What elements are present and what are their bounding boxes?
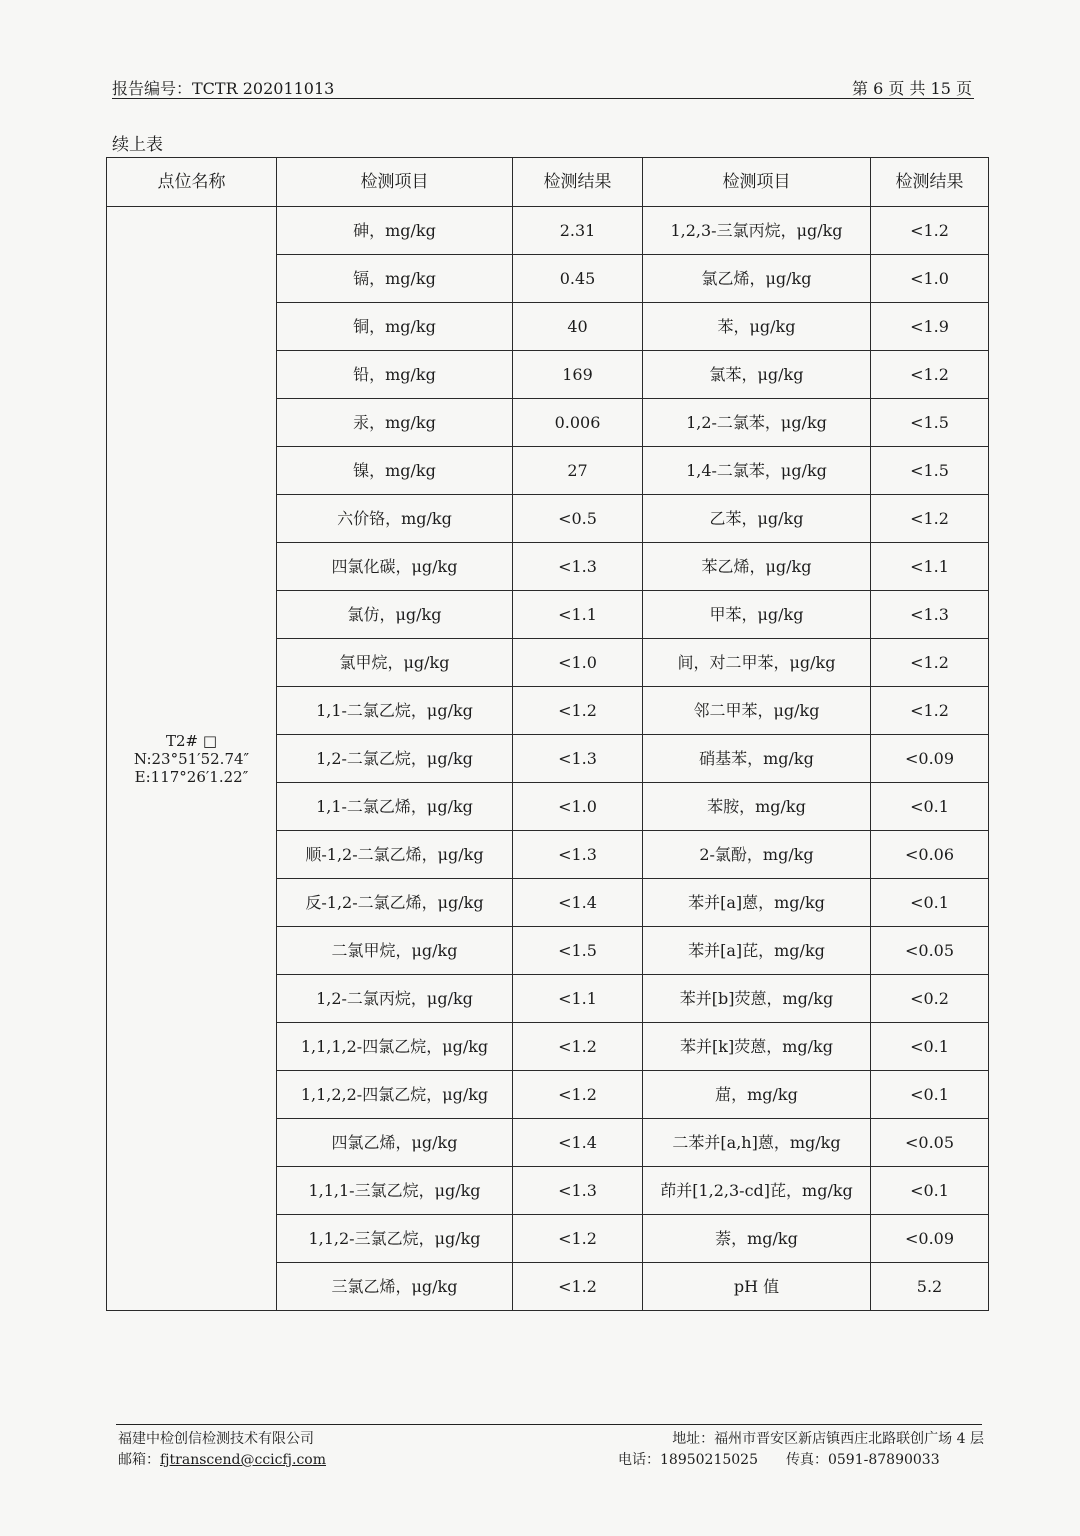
- result-cell: <1.1: [871, 543, 989, 591]
- test-item-cell: 1,2-二氯乙烷，μg/kg: [277, 735, 513, 783]
- test-item-cell: 氯苯，μg/kg: [643, 351, 871, 399]
- result-cell: <1.3: [513, 543, 643, 591]
- result-cell: <0.06: [871, 831, 989, 879]
- test-item-cell: 六价铬，mg/kg: [277, 495, 513, 543]
- test-item-cell: 苯胺，mg/kg: [643, 783, 871, 831]
- result-cell: <1.1: [513, 591, 643, 639]
- test-item-cell: 1,1,2-三氯乙烷，μg/kg: [277, 1215, 513, 1263]
- test-item-cell: 氯仿，μg/kg: [277, 591, 513, 639]
- header-divider: [112, 98, 974, 99]
- result-cell: <1.2: [871, 495, 989, 543]
- test-item-cell: 二氯甲烷，μg/kg: [277, 927, 513, 975]
- result-cell: 169: [513, 351, 643, 399]
- test-item-cell: 1,1-二氯乙烷，μg/kg: [277, 687, 513, 735]
- test-item-cell: 砷，mg/kg: [277, 207, 513, 255]
- test-item-cell: 1,2-二氯苯，μg/kg: [643, 399, 871, 447]
- test-item-cell: 1,1,2,2-四氯乙烷，μg/kg: [277, 1071, 513, 1119]
- test-item-cell: 二苯并[a,h]蒽，mg/kg: [643, 1119, 871, 1167]
- result-cell: <0.1: [871, 1071, 989, 1119]
- location-name: T2# □: [165, 731, 218, 750]
- result-cell: 2.31: [513, 207, 643, 255]
- result-cell: <1.4: [513, 879, 643, 927]
- company-address: 地址：福州市晋安区新店镇西庄北路联创广场 4 层: [672, 1431, 984, 1447]
- result-cell: <1.2: [513, 1023, 643, 1071]
- test-item-cell: 苯乙烯，μg/kg: [643, 543, 871, 591]
- test-item-cell: 甲苯，μg/kg: [643, 591, 871, 639]
- test-item-cell: 四氯化碳，μg/kg: [277, 543, 513, 591]
- result-cell: <0.2: [871, 975, 989, 1023]
- test-item-cell: 乙苯，μg/kg: [643, 495, 871, 543]
- header-location: 点位名称: [107, 158, 277, 207]
- results-table: [106, 157, 989, 1311]
- header-result-1: 检测结果: [513, 158, 643, 207]
- contact-line: [618, 1449, 940, 1469]
- result-cell: <1.2: [513, 687, 643, 735]
- page-number: 第 6 页 共 15 页: [852, 79, 972, 98]
- result-cell: <1.0: [871, 255, 989, 303]
- result-cell: <1.2: [871, 207, 989, 255]
- test-item-cell: 铜，mg/kg: [277, 303, 513, 351]
- test-item-cell: 氯乙烯，μg/kg: [643, 255, 871, 303]
- email-line: [118, 1449, 326, 1469]
- report-number: 报告编号：TCTR 202011013: [112, 79, 335, 98]
- result-cell: <0.5: [513, 495, 643, 543]
- table-row: [107, 207, 989, 255]
- page-footer: [118, 1428, 984, 1472]
- result-cell: <1.1: [513, 975, 643, 1023]
- table-header-row: [107, 158, 989, 207]
- result-cell: <1.2: [513, 1071, 643, 1119]
- test-item-cell: 顺-1,2-二氯乙烯，μg/kg: [277, 831, 513, 879]
- result-cell: <1.5: [871, 447, 989, 495]
- test-item-cell: 1,2-二氯丙烷，μg/kg: [277, 975, 513, 1023]
- test-item-cell: 反-1,2-二氯乙烯，μg/kg: [277, 879, 513, 927]
- result-cell: <0.05: [871, 1119, 989, 1167]
- test-item-cell: 苯并[k]荧蒽，mg/kg: [643, 1023, 871, 1071]
- test-item-cell: 2-氯酚，mg/kg: [643, 831, 871, 879]
- email-link[interactable]: fjtranscend@ccicfj.com: [160, 1452, 327, 1468]
- test-item-cell: 茚并[1,2,3-cd]芘，mg/kg: [643, 1167, 871, 1215]
- phone-number: 电话：18950215025: [618, 1452, 758, 1468]
- result-cell: <1.3: [513, 735, 643, 783]
- result-cell: <0.1: [871, 1023, 989, 1071]
- test-item-cell: 邻二甲苯，μg/kg: [643, 687, 871, 735]
- result-cell: <1.5: [513, 927, 643, 975]
- result-cell: 0.006: [513, 399, 643, 447]
- result-cell: <0.1: [871, 783, 989, 831]
- test-item-cell: 1,1,1,2-四氯乙烷，μg/kg: [277, 1023, 513, 1071]
- page-header: [112, 76, 972, 98]
- location-north: N:23°51′52.74″: [133, 749, 250, 768]
- test-item-cell: 镉，mg/kg: [277, 255, 513, 303]
- test-item-cell: 苯并[a]蒽，mg/kg: [643, 879, 871, 927]
- result-cell: <1.3: [513, 1167, 643, 1215]
- test-item-cell: 苯，μg/kg: [643, 303, 871, 351]
- test-item-cell: 萘，mg/kg: [643, 1215, 871, 1263]
- test-item-cell: 苯并[b]荧蒽，mg/kg: [643, 975, 871, 1023]
- result-cell: <1.0: [513, 639, 643, 687]
- result-cell: <1.2: [513, 1263, 643, 1311]
- location-cell: [107, 207, 277, 1311]
- test-item-cell: 铅，mg/kg: [277, 351, 513, 399]
- test-item-cell: 硝基苯，mg/kg: [643, 735, 871, 783]
- test-item-cell: 苯并[a]芘，mg/kg: [643, 927, 871, 975]
- result-cell: <1.2: [871, 639, 989, 687]
- result-cell: <1.3: [513, 831, 643, 879]
- result-cell: <1.4: [513, 1119, 643, 1167]
- test-item-cell: 1,1-二氯乙烯，μg/kg: [277, 783, 513, 831]
- result-cell: <0.1: [871, 879, 989, 927]
- test-item-cell: 三氯乙烯，μg/kg: [277, 1263, 513, 1311]
- header-test-item-1: 检测项目: [277, 158, 513, 207]
- table-body: [107, 207, 989, 1311]
- result-cell: <1.2: [871, 351, 989, 399]
- email-label: 邮箱：: [118, 1452, 160, 1468]
- test-item-cell: 氯甲烷，μg/kg: [277, 639, 513, 687]
- result-cell: <0.09: [871, 735, 989, 783]
- fax-number: 传真：0591-87890033: [785, 1452, 940, 1468]
- result-cell: 27: [513, 447, 643, 495]
- location-east: E:117°26′1.22″: [134, 767, 249, 786]
- test-item-cell: 1,2,3-三氯丙烷，μg/kg: [643, 207, 871, 255]
- table-continuation-label: 续上表: [112, 135, 163, 155]
- result-cell: <1.2: [513, 1215, 643, 1263]
- test-item-cell: 1,1,1-三氯乙烷，μg/kg: [277, 1167, 513, 1215]
- header-test-item-2: 检测项目: [643, 158, 871, 207]
- result-cell: <0.09: [871, 1215, 989, 1263]
- test-item-cell: 镍，mg/kg: [277, 447, 513, 495]
- test-item-cell: 䓛，mg/kg: [643, 1071, 871, 1119]
- result-cell: 40: [513, 303, 643, 351]
- test-item-cell: 1,4-二氯苯，μg/kg: [643, 447, 871, 495]
- result-cell: <1.0: [513, 783, 643, 831]
- result-cell: 0.45: [513, 255, 643, 303]
- result-cell: <1.9: [871, 303, 989, 351]
- test-item-cell: 间，对二甲苯，μg/kg: [643, 639, 871, 687]
- result-cell: <1.3: [871, 591, 989, 639]
- result-cell: <1.5: [871, 399, 989, 447]
- test-item-cell: 汞，mg/kg: [277, 399, 513, 447]
- test-item-cell: pH 值: [643, 1263, 871, 1311]
- company-name: 福建中检创信检测技术有限公司: [118, 1431, 314, 1447]
- footer-divider: [116, 1424, 982, 1425]
- result-cell: <0.1: [871, 1167, 989, 1215]
- result-cell: <0.05: [871, 927, 989, 975]
- result-cell: 5.2: [871, 1263, 989, 1311]
- test-item-cell: 四氯乙烯，μg/kg: [277, 1119, 513, 1167]
- result-cell: <1.2: [871, 687, 989, 735]
- header-result-2: 检测结果: [871, 158, 989, 207]
